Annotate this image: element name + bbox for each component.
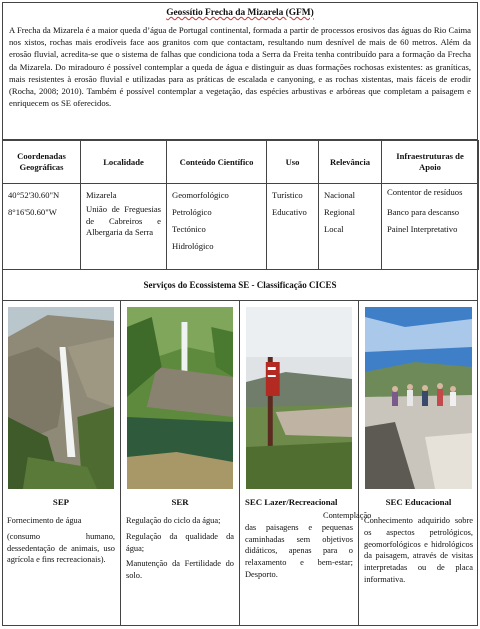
header-coordinates: Coordenadas Geográficas bbox=[3, 141, 81, 184]
longitude: 8°16'50.60"W bbox=[8, 207, 57, 217]
geosite-title: Geossítio Frecha da Mizarela (GFM) bbox=[166, 8, 314, 18]
cell-relevance bbox=[319, 184, 382, 270]
cell-infrastructure bbox=[382, 184, 479, 270]
table-row bbox=[3, 184, 479, 270]
infrastructure-item: Painel Interpretativo bbox=[387, 223, 458, 234]
header-relevance: Relevância bbox=[319, 141, 382, 184]
relevance-item: Nacional bbox=[324, 190, 356, 200]
header-infrastructure: Infraestruturas de Apoio bbox=[382, 141, 479, 184]
locality-parish: União de Freguesias de Cabreiros e Albergaria da Serra bbox=[86, 204, 161, 237]
content-item: Petrológico bbox=[172, 207, 212, 217]
table-header-row bbox=[3, 141, 479, 184]
service-paragraph: Regulação da qualidade da água; bbox=[126, 531, 234, 553]
services-heading: Serviços do Ecossistema SE - Classificação CICES bbox=[2, 270, 478, 301]
service-paragraph: Conhecimento adquirido sobre os aspectos petrológicos, geomorfológicos e hidrológicos da paisagem, através de visitas interpretadas ou de placa informativa. bbox=[364, 516, 473, 584]
service-column-sep bbox=[2, 301, 121, 626]
latitude: 40°52'30.60"N bbox=[8, 190, 60, 200]
content-item: Geomorfológico bbox=[172, 190, 229, 200]
header-scientific-content: Conteúdo Científico bbox=[167, 141, 267, 184]
cell-coordinates bbox=[3, 184, 81, 270]
service-description bbox=[126, 515, 234, 586]
intro-section bbox=[2, 2, 478, 140]
service-paragraph: Manutenção da Fertilidade do solo. bbox=[126, 559, 234, 581]
cell-use bbox=[267, 184, 319, 270]
waterfall-photo bbox=[8, 307, 114, 489]
header-locality: Localidade bbox=[81, 141, 167, 184]
service-description bbox=[7, 515, 115, 570]
river-pool-photo bbox=[127, 307, 233, 489]
relevance-item: Local bbox=[324, 224, 344, 234]
service-title: SEC Educacional bbox=[385, 497, 452, 507]
geosite-description: A Frecha da Mizarela é a maior queda d’água de Portugal continental, formada a partir de processos erosivos das águas do Rio Caima nos xistos, rochas mais erodíveis face aos granitos com que contactam, resultando num desnível de mais de 60 metros. Além da erosão fluvial, acredita-se que o sistema de falhas que condiciona toda a Serra da Freita tenha contribuído para a formação da Frecha da Mizarela. Do miradouro é possível contemplar a queda de água e distinguir as duas formações rochosas existentes: as graníticas, mais resistentes à erosão fluvial e utilizadas para as práticas de escalada e canyoning, e as rochas xistentas, mais fáceis de erodir (Rocha, 2008; 2010). Também é possível contemplar a vegetação, das espécies arbustivas e arbóreas que completam a paisagem e enriquecem os SE oferecidos. bbox=[9, 25, 471, 109]
cell-scientific-content bbox=[167, 184, 267, 270]
infrastructure-item: Banco para descanso bbox=[387, 206, 460, 217]
content-item: Tectónico bbox=[172, 224, 206, 234]
service-paragraph: (consumo humano, dessedentação de animais, uso agrícola e fins recreacionais). bbox=[7, 531, 115, 565]
service-description bbox=[364, 515, 473, 590]
service-paragraph: Fornecimento de água bbox=[7, 516, 82, 525]
service-paragraph: Regulação do ciclo da água; bbox=[126, 516, 221, 525]
geosite-info-table bbox=[2, 140, 479, 270]
service-description bbox=[245, 510, 372, 585]
service-paragraph: Contemplação das paisagens e pequenas caminhadas sem objetivos didáticos, apenas para o relaxamento e bem-estar; Desporto. bbox=[245, 511, 372, 579]
service-title: SEP bbox=[52, 497, 70, 507]
service-column-sec-education bbox=[359, 301, 478, 626]
service-column-ser bbox=[121, 301, 240, 626]
relevance-item: Regional bbox=[324, 207, 356, 217]
header-use: Uso bbox=[267, 141, 319, 184]
viewpoint-sign-photo bbox=[246, 307, 352, 489]
cell-locality bbox=[81, 184, 167, 270]
service-title: SEC Lazer/Recreacional bbox=[245, 497, 338, 507]
group-visit-photo bbox=[365, 307, 472, 489]
locality-name: Mizarela bbox=[86, 190, 117, 200]
service-title: SER bbox=[171, 497, 189, 507]
use-item: Turístico bbox=[272, 190, 303, 200]
content-item: Hidrológico bbox=[172, 241, 214, 251]
service-column-sec-leisure bbox=[240, 301, 372, 626]
use-item: Educativo bbox=[272, 207, 307, 217]
infrastructure-item: Contentor de resíduos bbox=[387, 187, 463, 197]
services-columns bbox=[2, 301, 478, 626]
